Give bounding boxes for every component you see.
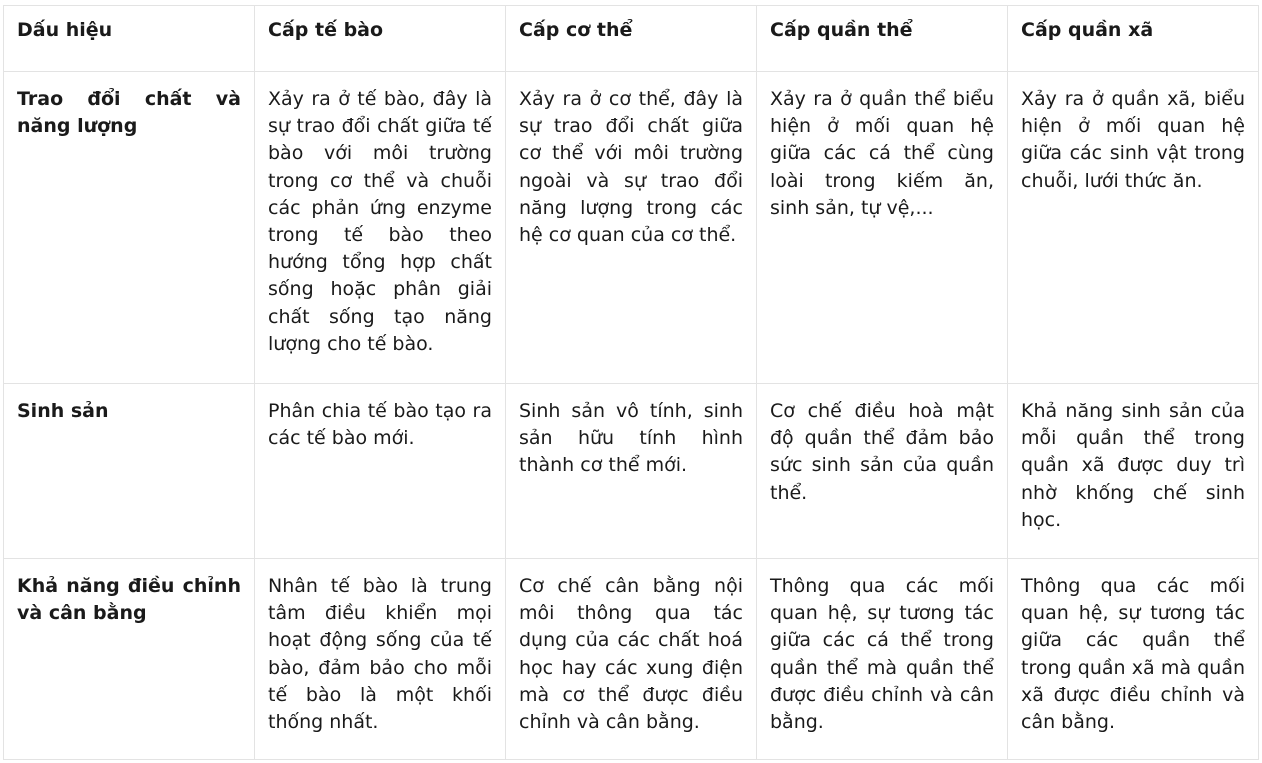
row-label: Khả năng điều chỉnh và cân bằng — [4, 559, 255, 760]
table-cell: Thông qua các mối quan hệ, sự tương tác giữa các cá thể trong quần thể mà quần thể được điều chỉnh và cân bằng. — [757, 559, 1008, 760]
header-cap-quan-xa: Cấp quần xã — [1008, 6, 1259, 72]
table-cell: Sinh sản vô tính, sinh sản hữu tính hình thành cơ thể mới. — [506, 384, 757, 559]
table-row — [4, 559, 1259, 760]
header-cap-co-the: Cấp cơ thể — [506, 6, 757, 72]
row-label: Sinh sản — [4, 384, 255, 559]
table-cell: Xảy ra ở tế bào, đây là sự trao đổi chất giữa tế bào với môi trường trong cơ thể và chuỗi các phản ứng enzyme trong tế bào theo hướng tổng hợp chất sống hoặc phân giải chất sống tạo năng lượng cho tế bào. — [255, 72, 506, 384]
table-cell: Xảy ra ở quần xã, biểu hiện ở mối quan hệ giữa các sinh vật trong chuỗi, lưới thức ăn. — [1008, 72, 1259, 384]
table-row — [4, 72, 1259, 384]
comparison-table — [3, 5, 1259, 760]
table-cell: Phân chia tế bào tạo ra các tế bào mới. — [255, 384, 506, 559]
header-row — [4, 6, 1259, 72]
table-cell: Nhân tế bào là trung tâm điều khiển mọi hoạt động sống của tế bào, đảm bảo cho mỗi tế bào là một khối thống nhất. — [255, 559, 506, 760]
header-cap-te-bao: Cấp tế bào — [255, 6, 506, 72]
table-cell: Khả năng sinh sản của mỗi quần thể trong quần xã được duy trì nhờ khống chế sinh học. — [1008, 384, 1259, 559]
table-cell: Cơ chế điều hoà mật độ quần thể đảm bảo sức sinh sản của quần thể. — [757, 384, 1008, 559]
table-cell: Xảy ra ở cơ thể, đây là sự trao đổi chất giữa cơ thể với môi trường ngoài và sự trao đổi năng lượng trong các hệ cơ quan của cơ thể. — [506, 72, 757, 384]
table-header — [4, 6, 1259, 72]
table-cell: Cơ chế cân bằng nội môi thông qua tác dụng của các chất hoá học hay các xung điện mà cơ thể được điều chỉnh và cân bằng. — [506, 559, 757, 760]
table-row — [4, 384, 1259, 559]
table-cell: Xảy ra ở quần thể biểu hiện ở mối quan hệ giữa các cá thể cùng loài trong kiếm ăn, sinh sản, tự vệ,... — [757, 72, 1008, 384]
content-area — [3, 5, 1258, 760]
table-cell: Thông qua các mối quan hệ, sự tương tác giữa các quần thể trong quần xã mà quần xã được điều chỉnh và cân bằng. — [1008, 559, 1259, 760]
header-dau-hieu: Dấu hiệu — [4, 6, 255, 72]
table-body — [4, 72, 1259, 760]
header-cap-quan-the: Cấp quần thể — [757, 6, 1008, 72]
row-label: Trao đổi chất và năng lượng — [4, 72, 255, 384]
